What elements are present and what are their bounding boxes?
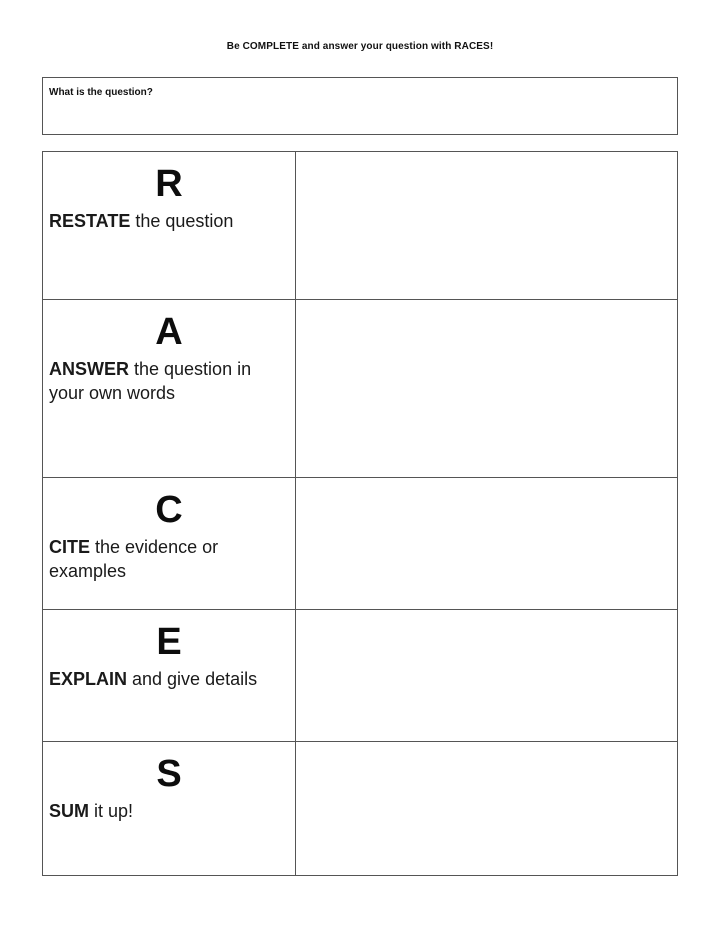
row-text: the question <box>130 211 234 231</box>
row-keyword: SUM <box>49 801 89 821</box>
row-text: the evidence or examples <box>49 537 219 581</box>
row-letter: C <box>155 489 183 531</box>
row-description <box>49 535 289 583</box>
row-text: it up! <box>89 801 134 821</box>
row-label-cell <box>43 478 296 609</box>
row-keyword: RESTATE <box>49 211 131 231</box>
row-text: the question in your own words <box>49 359 252 403</box>
answer-cell-cite[interactable] <box>296 478 677 609</box>
row-label-cell <box>43 300 296 477</box>
races-row-explain <box>43 610 677 742</box>
row-description <box>49 357 289 405</box>
answer-cell-explain[interactable] <box>296 610 677 741</box>
question-box[interactable] <box>42 77 678 135</box>
row-keyword: ANSWER <box>49 359 129 379</box>
answer-cell-sum[interactable] <box>296 742 677 875</box>
answer-cell-answer[interactable] <box>296 300 677 477</box>
row-letter: A <box>155 311 183 353</box>
row-label-cell <box>43 152 296 299</box>
answer-cell-restate[interactable] <box>296 152 677 299</box>
row-letter: E <box>156 621 182 663</box>
question-label: What is the question? <box>49 87 153 98</box>
row-description <box>49 667 289 691</box>
page-title: Be COMPLETE and answer your question with RACES! <box>226 41 494 52</box>
row-description <box>49 209 289 233</box>
row-letter: S <box>156 753 182 795</box>
row-keyword: CITE <box>49 537 91 557</box>
races-row-answer <box>43 300 677 478</box>
races-row-restate <box>43 152 677 300</box>
row-label-cell <box>43 742 296 875</box>
races-row-cite <box>43 478 677 610</box>
row-label-cell <box>43 610 296 741</box>
row-text: and give details <box>127 669 258 689</box>
races-row-sum <box>43 742 677 875</box>
races-table <box>42 151 678 876</box>
row-description <box>49 799 289 823</box>
row-keyword: EXPLAIN <box>49 669 128 689</box>
row-letter: R <box>155 163 183 205</box>
